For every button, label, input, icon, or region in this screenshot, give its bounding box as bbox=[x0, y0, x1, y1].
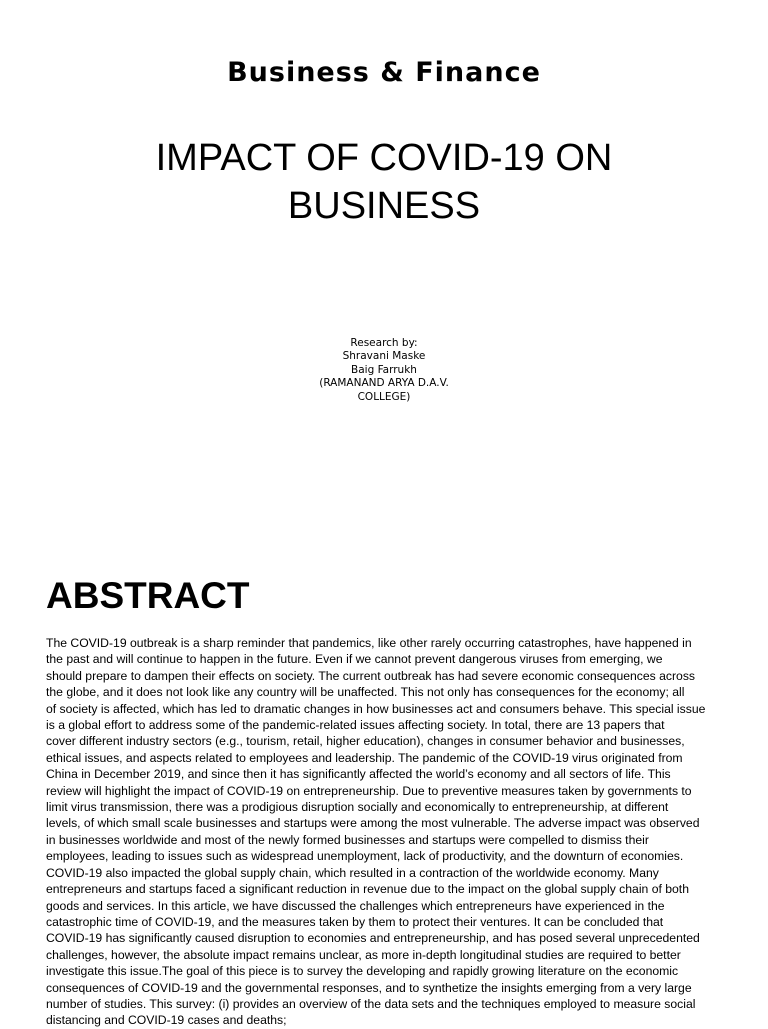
document-title bbox=[84, 134, 684, 230]
abstract-line: COVID-19 also impacted the global supply chain, which resulted in a contraction of the worldwide economy. Many bbox=[46, 865, 659, 880]
abstract-line: employees, leading to issues such as widespread unemployment, lack of productivity, and the downturn of economies. bbox=[46, 849, 684, 864]
byline-label: Research by: bbox=[350, 337, 418, 349]
author-name: Baig Farrukh bbox=[351, 363, 417, 376]
document-category: Business & Finance bbox=[227, 57, 541, 88]
abstract-line: goods and services. In this article, we have discussed the challenges which entrepreneurs have experienced in the bbox=[46, 898, 665, 913]
abstract-line: the globe, and it does not look like any country will be unaffected. This not only has consequences for the economy; all bbox=[46, 685, 685, 700]
abstract-line: number of studies. This survey: (i) provides an overview of the data sets and the techniques employed to measure social bbox=[46, 996, 696, 1011]
abstract-line: of society is affected, which has led to dramatic changes in how businesses act and consumers behave. This special issue bbox=[46, 701, 706, 716]
abstract-line: review will highlight the impact of COVID-19 on entrepreneurship. Due to preventive measures taken by governments to bbox=[46, 783, 692, 798]
abstract-line: in businesses worldwide and most of the newly formed businesses and startups were compelled to dismiss their bbox=[46, 832, 649, 847]
title-line: IMPACT OF COVID-19 ON bbox=[155, 137, 613, 179]
author-name: Shravani Maske bbox=[342, 350, 426, 363]
author-byline bbox=[284, 337, 484, 404]
abstract-line: challenges, however, the absolute impact remains unclear, as more in-depth longitudinal studies are required to better bbox=[46, 947, 681, 962]
abstract-line: catastrophic time of COVID-19, and the measures taken by them to protect their ventures. It can be concluded that bbox=[46, 914, 664, 929]
abstract-line: China in December 2019, and since then it has significantly affected the world’s economy and all sectors of life. This bbox=[46, 767, 671, 782]
abstract-heading: ABSTRACT bbox=[46, 575, 250, 616]
title-line: BUSINESS bbox=[287, 185, 481, 227]
affiliation-line: COLLEGE) bbox=[357, 390, 411, 403]
abstract-line: distancing and COVID-19 cases and deaths; bbox=[46, 1013, 287, 1028]
abstract-line: limit virus transmission, there was a prodigious disruption socially and economically to entrepreneurship, at different bbox=[46, 800, 669, 815]
abstract-line: ethical issues, and aspects related to employees and leadership. The pandemic of the COVID-19 virus originated from bbox=[46, 750, 683, 765]
abstract-line: should prepare to dampen their effects on society. The current outbreak has had severe economic consequences across bbox=[46, 668, 696, 683]
affiliation-line: (RAMANAND ARYA D.A.V. bbox=[319, 377, 449, 390]
abstract-body bbox=[46, 635, 722, 1029]
abstract-line: is a global effort to address some of the pandemic-related issues affecting society. In total, there are 13 papers that bbox=[46, 718, 665, 733]
abstract-line: COVID-19 has significantly caused disruption to economies and entrepreneurship, and has posed several unprecedented bbox=[46, 931, 700, 946]
abstract-line: cover different industry sectors (e.g., tourism, retail, higher education), changes in consumer behavior and businesses, bbox=[46, 734, 685, 749]
abstract-line: entrepreneurs and startups faced a significant reduction in revenue due to the impact on the global supply chain of both bbox=[46, 882, 689, 897]
abstract-line: levels, of which small scale businesses and startups were among the most vulnerable. The adverse impact was observed bbox=[46, 816, 700, 831]
abstract-line: the past and will continue to happen in the future. Even if we cannot prevent dangerous viruses from emerging, we bbox=[46, 652, 663, 667]
abstract-line: consequences of COVID-19 and the governmental responses, and to synthetize the insights emerging from a very large bbox=[46, 980, 692, 995]
abstract-line: investigate this issue.The goal of this piece is to survey the developing and rapidly growing literature on the economic bbox=[46, 964, 679, 979]
abstract-line: The COVID-19 outbreak is a sharp reminder that pandemics, like other rarely occurring catastrophes, have happened in bbox=[46, 636, 692, 650]
